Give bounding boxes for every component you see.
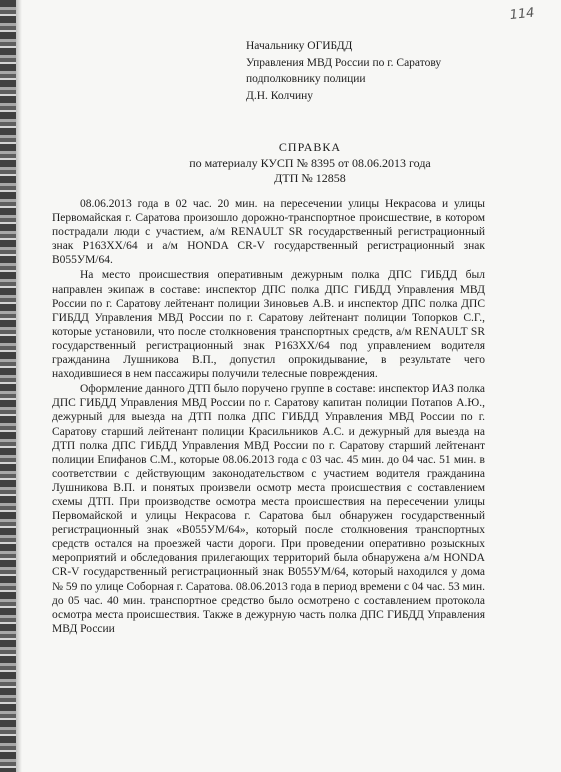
addressee-line: Управления МВД России по г. Саратову	[246, 56, 442, 69]
body-paragraph: На место происшествия оперативным дежурным полка ДПС ГИБДД был направлен экипаж в составе: инспектор ДПС полка ДПС ГИБДД Управления МВД России по г. Саратову лейтенант полиции Зиновьев А.В. и инспектор ДПС полка ДПС ГИБДД Управления МВД России по г. Саратову лейтенант полиции Топорков С.Г., которые установили, что после столкновения транспортных средств, а/м RENAULT SR государственный регистрационный знак Р163ХХ/64 под управлением водителя гражданина Лушникова В.П., допустил опрокидывание, в результате чего находившиеся в нем пассажиры получили телесные повреждения.	[52, 269, 485, 381]
addressee-line: Начальнику ОГИБДД	[246, 40, 353, 52]
dtp-number: ДТП № 12858	[274, 171, 346, 185]
document-title-block	[90, 140, 530, 187]
addressee-line: подполковнику полиции	[246, 73, 366, 85]
body-paragraph: Оформление данного ДТП было поручено группе в составе: инспектор ИАЗ полка ДПС ГИБДД Управления МВД России по г. Саратову капитан полиции Потапов А.Ю., дежурный для выезда на ДТП полка ДПС ГИБДД Управления МВД России по г. Саратову старший лейтенант полиции Красильников А.С. и дежурный для выезда на ДТП полка ДПС ГИБДД Управления МВД России по г. Саратову старший лейтенант полиции Епифанов С.М., которые 08.06.2013 года с 03 час. 45 мин. до 04 час. 51 мин. в соответствии с действующим законодательством с участием водителя гражданина Лушникова В.П. и понятых произвели осмотр места происшествия с составлением схемы ДТП. При производстве осмотра места происшествия на пересечении улицы Первомайской и улицы Некрасова г. Саратова был обнаружен государственный регистрационный знак «В055УМ/64», который после столкновения транспортных средств остался на проезжей части дороги. При проведении оперативно розыскных мероприятий и обследования прилегающих территорий была обнаружена а/м HONDA CR-V государственный регистрационный знак В055УМ/64, который находился у дома № 59 по улице Соборная г. Саратова. 08.06.2013 года в период времени с 04 час. 53 мин. до 05 час. 40 мин. транспортное средство было осмотрено с составлением протокола осмотра места происшествия. Также в дежурную часть полка ДПС ГИБДД Управления МВД России	[52, 383, 485, 635]
body-paragraph: 08.06.2013 года в 02 час. 20 мин. на пересечении улицы Некрасова и улицы Первомайская г. Саратова произошло дорожно-транспортное происшествие, в котором пострадали люди с участием, а/м RENAULT SR государственный регистрационный знак Р163ХХ/64 и а/м HONDA CR-V государственный регистрационный знак В055УМ/64.	[52, 198, 485, 267]
document-body	[52, 197, 485, 637]
addressee-block	[246, 38, 546, 104]
document-subtitle: по материалу КУСП № 8395 от 08.06.2013 года	[189, 155, 431, 170]
scan-edge-shadow	[0, 0, 16, 772]
addressee-line: Д.Н. Колчину	[246, 89, 314, 102]
handwritten-page-number: 114	[508, 5, 536, 24]
document-title: СПРАВКА	[278, 140, 342, 154]
